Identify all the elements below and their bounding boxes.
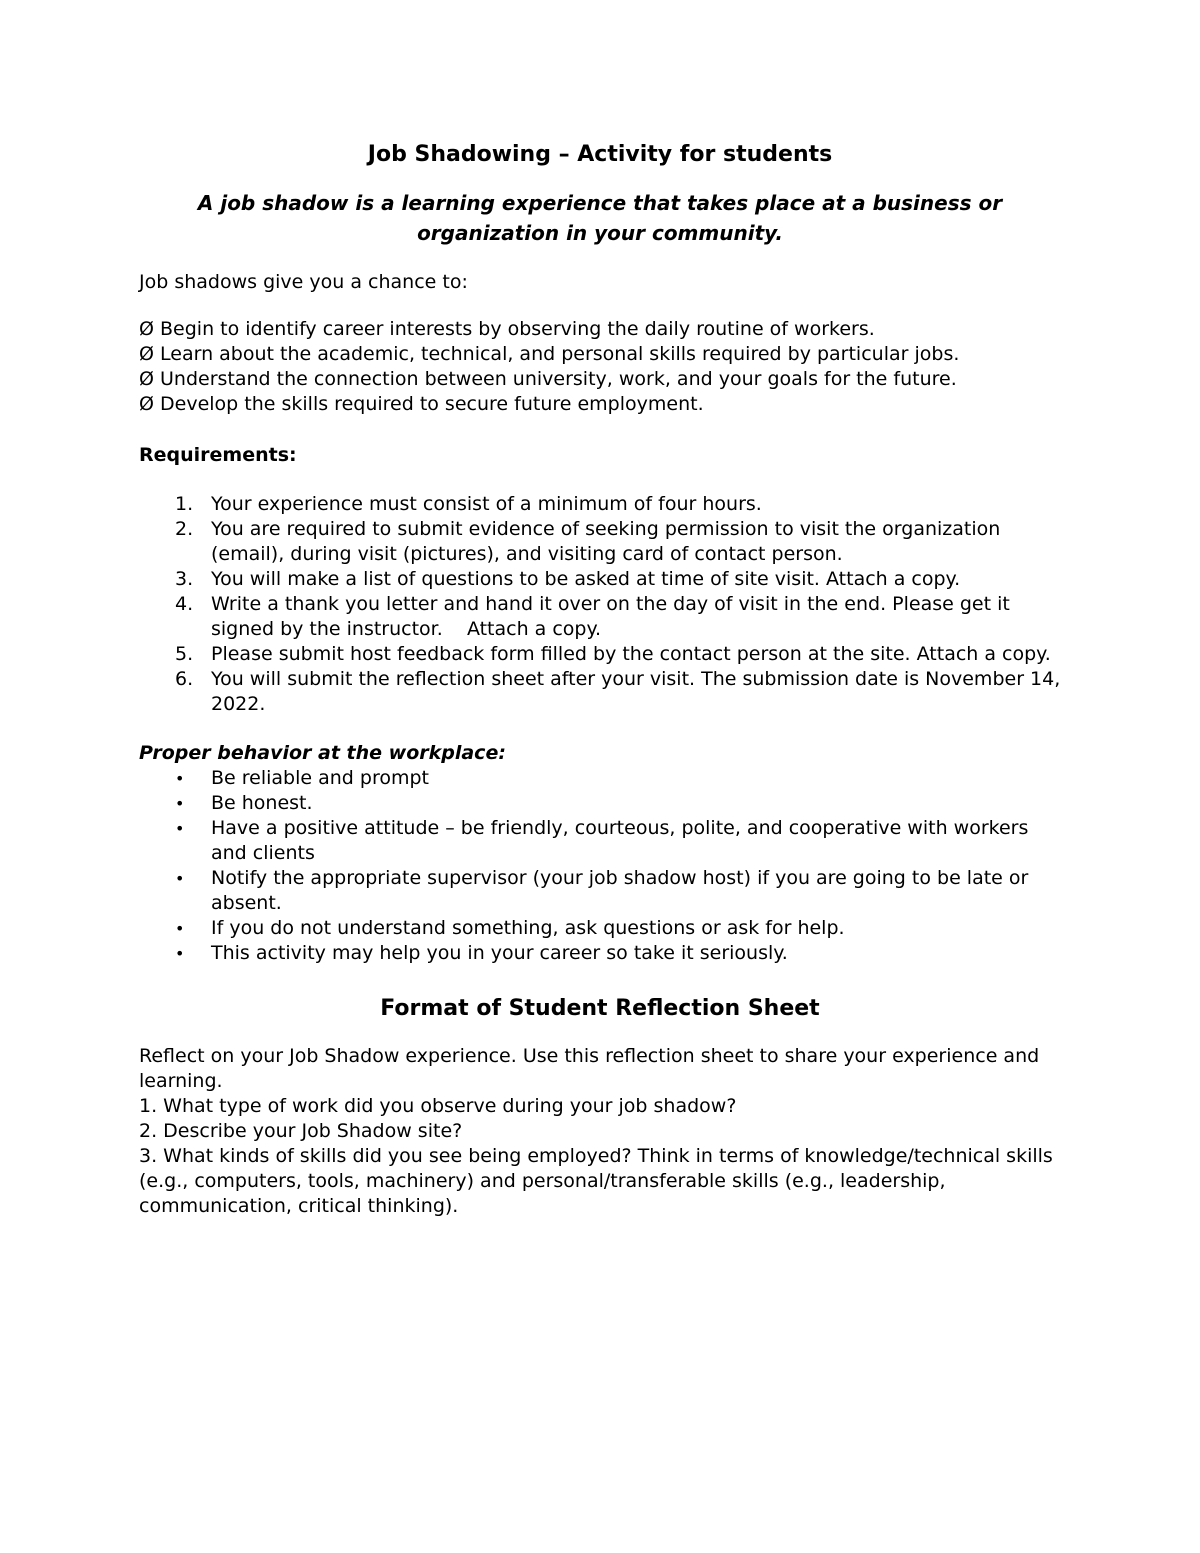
requirement-item: 4. Write a thank you letter and hand it over on the day of visit in the end. Please get it signed by the instructor. Attach a copy. <box>175 593 1016 640</box>
behavior-item: • Be honest. <box>175 792 313 814</box>
chance-item: Ø Learn about the academic, technical, and personal skills required by particular jobs. <box>139 343 960 365</box>
requirements-heading: Requirements: <box>139 444 297 466</box>
intro-text: Job shadows give you a chance to: <box>139 271 468 293</box>
requirements-list <box>139 492 1061 717</box>
bullet-icon: • <box>175 794 185 813</box>
arrow-bullet-icon: Ø <box>139 318 154 340</box>
list-number: 5. <box>175 643 194 665</box>
arrow-bullet-icon: Ø <box>139 393 154 415</box>
behavior-item: • Notify the appropriate supervisor (your job shadow host) if you are going to be late or absent. <box>175 867 1029 914</box>
chance-list <box>139 317 1061 417</box>
requirement-item: 1. Your experience must consist of a minimum of four hours. <box>175 493 762 515</box>
behavior-item: • If you do not understand something, ask questions or ask for help. <box>175 917 845 939</box>
chance-item: Ø Develop the skills required to secure future employment. <box>139 393 704 415</box>
chance-item: Ø Understand the connection between university, work, and your goals for the future. <box>139 368 957 390</box>
bullet-icon: • <box>175 944 185 963</box>
reflection-question: 2. Describe your Job Shadow site? <box>139 1120 463 1142</box>
behavior-item: • Have a positive attitude – be friendly, courteous, polite, and cooperative with workers and clients <box>175 817 1029 864</box>
chance-item: Ø Begin to identify career interests by observing the daily routine of workers. <box>139 318 875 340</box>
page-title: Job Shadowing – Activity for students <box>367 142 833 167</box>
bullet-icon: • <box>175 869 185 888</box>
page-subtitle: A job shadow is a learning experience that takes place at a business or organization in your community. <box>197 191 1003 245</box>
behavior-item: • Be reliable and prompt <box>175 767 429 789</box>
bullet-icon: • <box>175 919 185 938</box>
list-number: 1. <box>175 493 194 515</box>
behavior-item: • This activity may help you in your career so take it seriously. <box>175 942 788 964</box>
bullet-icon: • <box>175 769 185 788</box>
reflection-question: 1. What type of work did you observe during your job shadow? <box>139 1095 737 1117</box>
requirement-item: 6. You will submit the reflection sheet after your visit. The submission date is November 14, 2022. <box>175 668 1061 715</box>
requirement-item: 2. You are required to submit evidence of seeking permission to visit the organization (email), during visit (pictures), and visiting card of contact person. <box>175 518 1001 565</box>
arrow-bullet-icon: Ø <box>139 368 154 390</box>
behavior-heading: Proper behavior at the workplace: <box>139 742 506 764</box>
list-number: 2. <box>175 518 194 540</box>
list-number: 3. <box>175 568 194 590</box>
bullet-icon: • <box>175 819 185 838</box>
behavior-list <box>139 766 1061 966</box>
reflection-question: 3. What kinds of skills did you see being employed? Think in terms of knowledge/technical skills (e.g., computers, tools, machinery) and personal/transferable skills (e.g., leadership, communication, critical thinking). <box>139 1145 1053 1217</box>
format-title: Format of Student Reflection Sheet <box>380 996 820 1021</box>
document-page <box>139 140 1061 1219</box>
list-number: 6. <box>175 668 194 690</box>
requirement-item: 5. Please submit host feedback form filled by the contact person at the site. Attach a copy. <box>175 643 1051 665</box>
list-number: 4. <box>175 593 194 615</box>
requirement-item: 3. You will make a list of questions to be asked at time of site visit. Attach a copy. <box>175 568 961 590</box>
arrow-bullet-icon: Ø <box>139 343 154 365</box>
reflection-intro: Reflect on your Job Shadow experience. Use this reflection sheet to share your experience and learning. <box>139 1045 1040 1092</box>
